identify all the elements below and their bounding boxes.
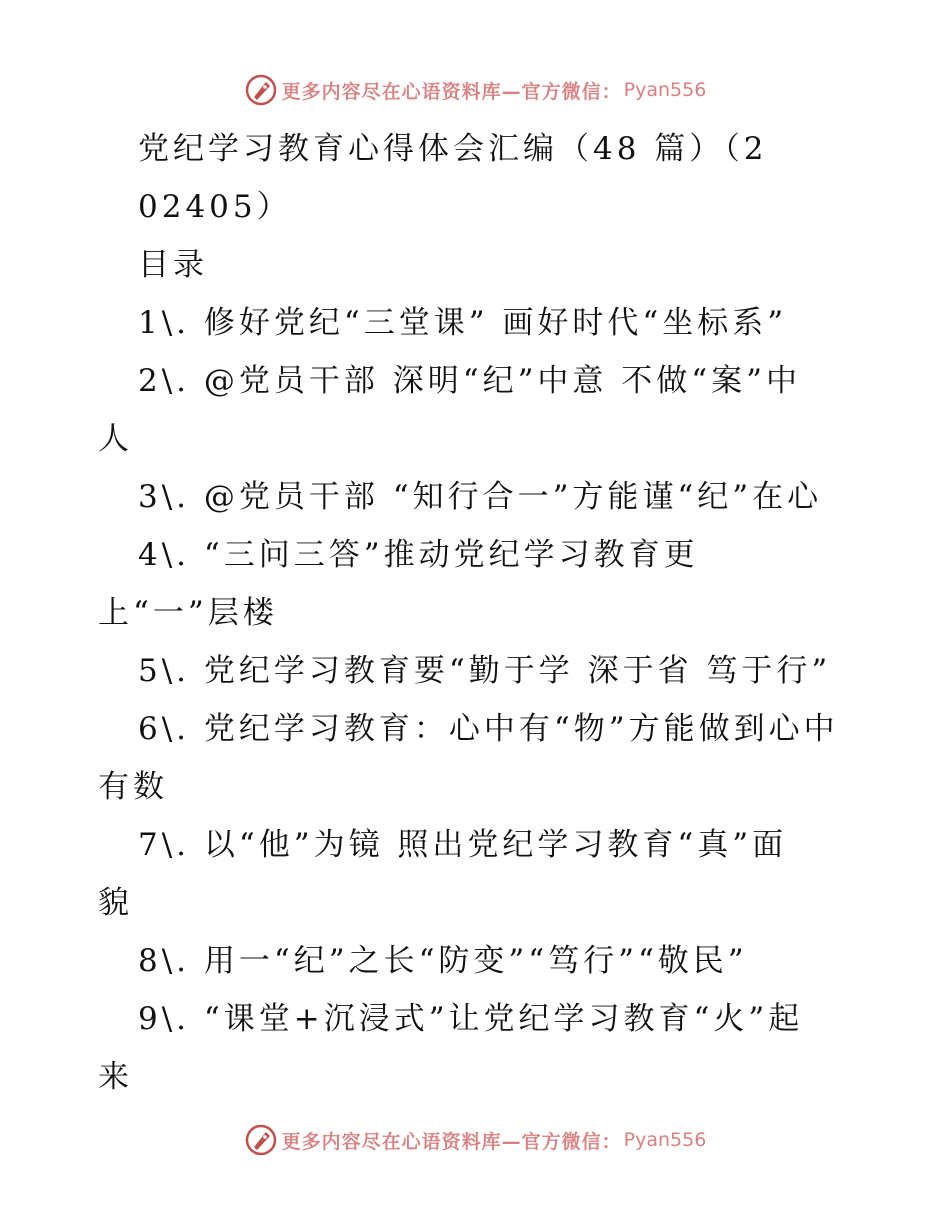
toc-item-4-continued: 上“一”层楼 <box>98 595 278 631</box>
toc-item-1: 1\. 修好党纪“三堂课” 画好时代“坐标系” <box>138 305 788 341</box>
document-title-line-2: 02405） <box>138 189 292 225</box>
toc-item-7: 7\. 以“他”为镜 照出党纪学习教育“真”面 <box>138 827 788 863</box>
toc-item-3: 3\. @党员干部 “知行合一”方能谨“纪”在心 <box>138 479 823 515</box>
toc-item-4: 4\. “三问三答”推动党纪学习教育更 <box>138 537 699 573</box>
toc-item-8: 8\. 用一“纪”之长“防变”“笃行”“敬民” <box>138 943 748 979</box>
toc-item-5: 5\. 党纪学习教育要“勤于学 深于省 笃于行” <box>138 653 832 689</box>
banner-wechat-handle: Pyan556 <box>623 79 707 101</box>
banner-wechat-handle: Pyan556 <box>623 1129 707 1151</box>
banner-text: 更多内容尽在心语资料库—官方微信： <box>281 80 622 103</box>
toc-item-2: 2\. @党员干部 深明“纪”中意 不做“案”中 <box>138 363 801 399</box>
document-body <box>98 120 858 1106</box>
toc-item-9: 9\. “课堂+沉浸式”让党纪学习教育“火”起 <box>138 1001 804 1037</box>
toc-heading: 目录 <box>138 247 208 283</box>
toc-item-6-continued: 有数 <box>98 769 168 805</box>
toc-item-6: 6\. 党纪学习教育：心中有“物”方能做到心中 <box>138 711 839 747</box>
toc-item-9-continued: 来 <box>98 1059 133 1095</box>
toc-item-7-continued: 貌 <box>98 885 133 921</box>
footer-banner <box>0 1120 950 1160</box>
pen-nib-logo-icon <box>244 1123 278 1157</box>
header-banner <box>0 70 950 110</box>
toc-item-2-continued: 人 <box>98 421 133 457</box>
banner-text: 更多内容尽在心语资料库—官方微信： <box>281 1130 622 1153</box>
pen-nib-logo-icon <box>244 73 278 107</box>
document-title-line-1: 党纪学习教育心得体会汇编（48 篇）（2 <box>138 131 768 167</box>
